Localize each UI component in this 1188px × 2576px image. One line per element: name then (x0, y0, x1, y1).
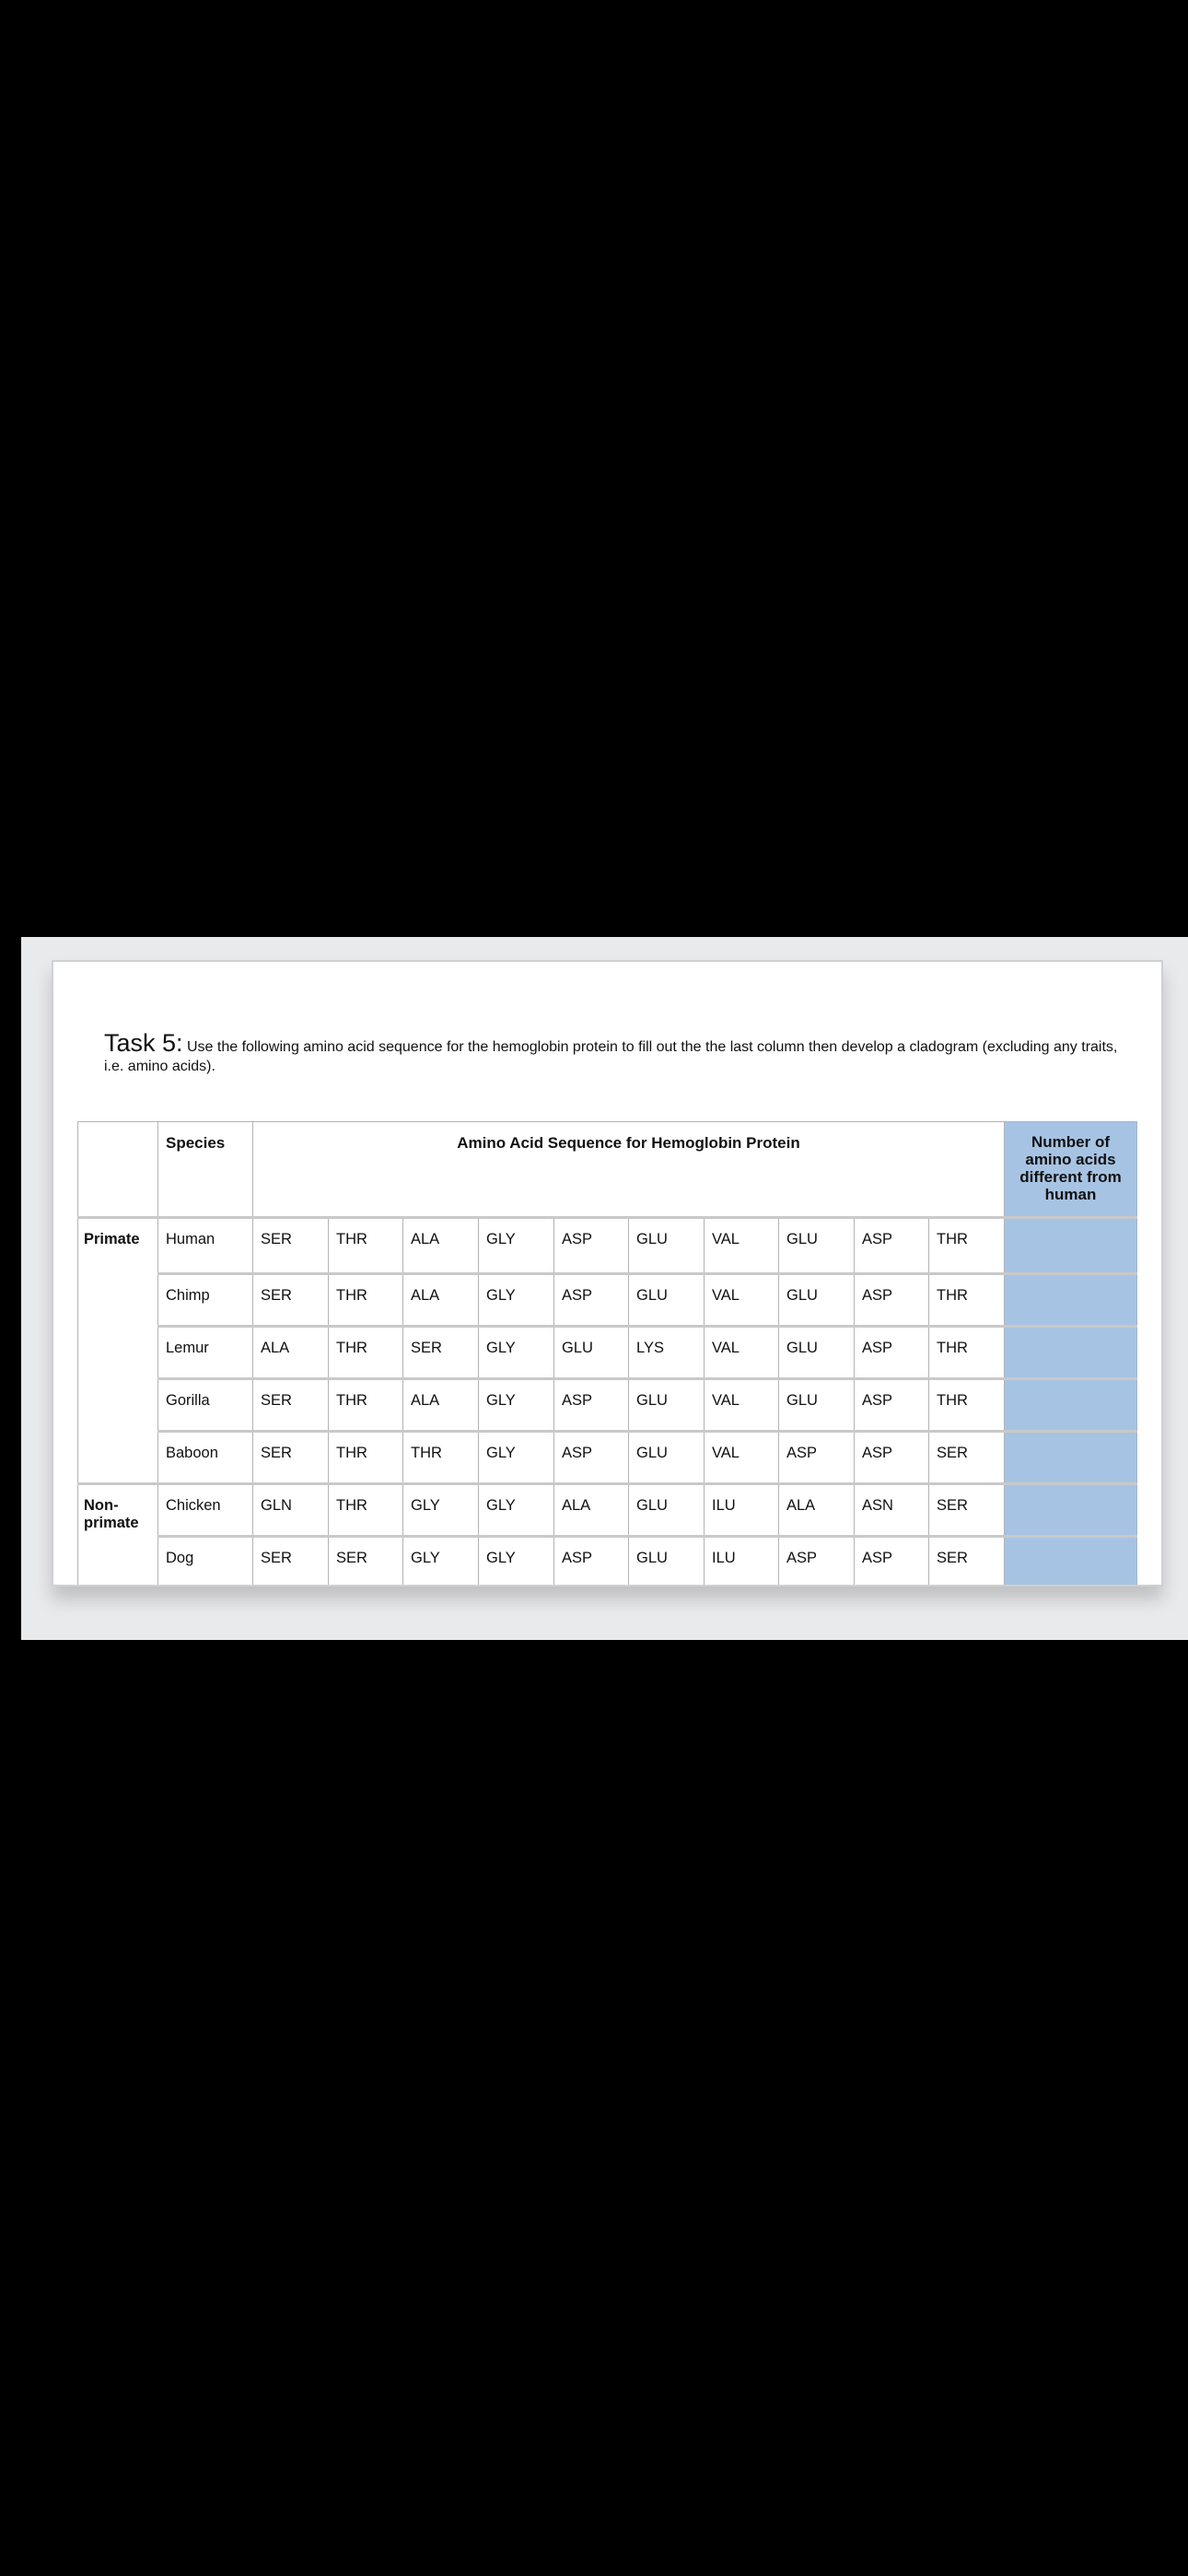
amino-acid-cell: VAL (705, 1432, 779, 1484)
amino-acid-cell: GLU (779, 1327, 855, 1379)
table-row (78, 1327, 1137, 1379)
difference-answer-cell[interactable] (1005, 1218, 1137, 1274)
amino-acid-cell: ASP (855, 1537, 929, 1587)
amino-acid-cell: LYS (629, 1327, 705, 1379)
amino-acid-cell: ASP (855, 1379, 929, 1432)
table-row (78, 1274, 1137, 1327)
species-cell: Gorilla (158, 1379, 253, 1432)
amino-acid-cell: THR (329, 1274, 403, 1327)
task-label: Task 5: (104, 1029, 183, 1057)
amino-acid-cell: ASP (554, 1274, 629, 1327)
amino-acid-cell: THR (329, 1218, 403, 1274)
amino-acid-cell: GLU (629, 1484, 705, 1537)
amino-acid-cell: THR (329, 1432, 403, 1484)
header-group (78, 1122, 158, 1218)
table-row (78, 1537, 1137, 1587)
header-sequence: Amino Acid Sequence for Hemoglobin Protein (253, 1122, 1005, 1218)
amino-acid-cell: ALA (554, 1484, 629, 1537)
amino-acid-cell: SER (253, 1537, 329, 1587)
amino-acid-cell: GLY (479, 1327, 554, 1379)
amino-acid-cell: ASP (855, 1274, 929, 1327)
amino-acid-cell: THR (329, 1379, 403, 1432)
amino-acid-cell: THR (929, 1218, 1005, 1274)
difference-answer-cell[interactable] (1005, 1327, 1137, 1379)
hemoglobin-table (77, 1121, 1137, 1587)
amino-acid-cell: ASP (779, 1432, 855, 1484)
amino-acid-cell: GLN (253, 1484, 329, 1537)
amino-acid-cell: VAL (705, 1218, 779, 1274)
table-row (78, 1379, 1137, 1432)
amino-acid-cell: THR (329, 1484, 403, 1537)
document-card (52, 960, 1163, 1587)
difference-answer-cell[interactable] (1005, 1432, 1137, 1484)
group-label: Primate (78, 1218, 158, 1484)
difference-answer-cell[interactable] (1005, 1484, 1137, 1537)
species-cell: Baboon (158, 1432, 253, 1484)
amino-acid-cell: ASP (855, 1432, 929, 1484)
amino-acid-cell: ASP (554, 1537, 629, 1587)
amino-acid-cell: GLY (403, 1537, 479, 1587)
amino-acid-cell: ASP (554, 1218, 629, 1274)
header-row (78, 1122, 1137, 1218)
amino-acid-cell: THR (929, 1274, 1005, 1327)
amino-acid-cell: ASP (855, 1327, 929, 1379)
difference-answer-cell[interactable] (1005, 1274, 1137, 1327)
amino-acid-cell: ALA (253, 1327, 329, 1379)
species-cell: Human (158, 1218, 253, 1274)
amino-acid-cell: ASN (855, 1484, 929, 1537)
amino-acid-cell: GLU (629, 1274, 705, 1327)
amino-acid-cell: SER (929, 1432, 1005, 1484)
amino-acid-cell: GLY (479, 1432, 554, 1484)
amino-acid-cell: THR (929, 1379, 1005, 1432)
amino-acid-cell: ILU (705, 1537, 779, 1587)
amino-acid-cell: ALA (403, 1274, 479, 1327)
amino-acid-cell: SER (253, 1379, 329, 1432)
table-row (78, 1432, 1137, 1484)
amino-acid-cell: GLY (479, 1484, 554, 1537)
amino-acid-cell: GLY (479, 1218, 554, 1274)
amino-acid-cell: ASP (554, 1432, 629, 1484)
amino-acid-cell: SER (253, 1274, 329, 1327)
amino-acid-cell: THR (929, 1327, 1005, 1379)
amino-acid-cell: VAL (705, 1379, 779, 1432)
header-species: Species (158, 1122, 253, 1218)
group-label: Non-primate (78, 1484, 158, 1587)
species-cell: Dog (158, 1537, 253, 1587)
amino-acid-cell: SER (929, 1484, 1005, 1537)
amino-acid-cell: GLU (629, 1537, 705, 1587)
amino-acid-cell: GLU (779, 1379, 855, 1432)
species-cell: Chicken (158, 1484, 253, 1537)
amino-acid-cell: VAL (705, 1274, 779, 1327)
amino-acid-cell: ALA (779, 1484, 855, 1537)
amino-acid-cell: ASP (554, 1379, 629, 1432)
species-cell: Chimp (158, 1274, 253, 1327)
amino-acid-cell: SER (329, 1537, 403, 1587)
amino-acid-cell: ASP (779, 1537, 855, 1587)
amino-acid-cell: GLY (479, 1379, 554, 1432)
amino-acid-cell: GLU (629, 1379, 705, 1432)
amino-acid-cell: THR (403, 1432, 479, 1484)
amino-acid-cell: GLU (629, 1218, 705, 1274)
amino-acid-cell: ALA (403, 1218, 479, 1274)
amino-acid-cell: VAL (705, 1327, 779, 1379)
amino-acid-cell: GLY (479, 1537, 554, 1587)
amino-acid-cell: GLY (479, 1274, 554, 1327)
table-row (78, 1218, 1137, 1274)
table-row (78, 1484, 1137, 1537)
amino-acid-cell: GLU (779, 1274, 855, 1327)
amino-acid-cell: GLY (403, 1484, 479, 1537)
difference-answer-cell[interactable] (1005, 1379, 1137, 1432)
amino-acid-cell: THR (329, 1327, 403, 1379)
species-cell: Lemur (158, 1327, 253, 1379)
task-instructions (104, 1029, 1136, 1076)
amino-acid-cell: SER (253, 1218, 329, 1274)
amino-acid-cell: SER (403, 1327, 479, 1379)
amino-acid-cell: GLU (779, 1218, 855, 1274)
task-text: Use the following amino acid sequence for the hemoglobin protein to fill out the the last column then develop a cladogram (excluding any traits, i.e. amino acids). (104, 1039, 1118, 1074)
amino-acid-cell: GLU (629, 1432, 705, 1484)
amino-acid-cell: ILU (705, 1484, 779, 1537)
amino-acid-cell: ASP (855, 1218, 929, 1274)
amino-acid-cell: SER (253, 1432, 329, 1484)
amino-acid-cell: ALA (403, 1379, 479, 1432)
difference-answer-cell[interactable] (1005, 1537, 1137, 1587)
amino-acid-cell: GLU (554, 1327, 629, 1379)
amino-acid-cell: SER (929, 1537, 1005, 1587)
header-difference: Number of amino acids different from human (1005, 1122, 1137, 1218)
